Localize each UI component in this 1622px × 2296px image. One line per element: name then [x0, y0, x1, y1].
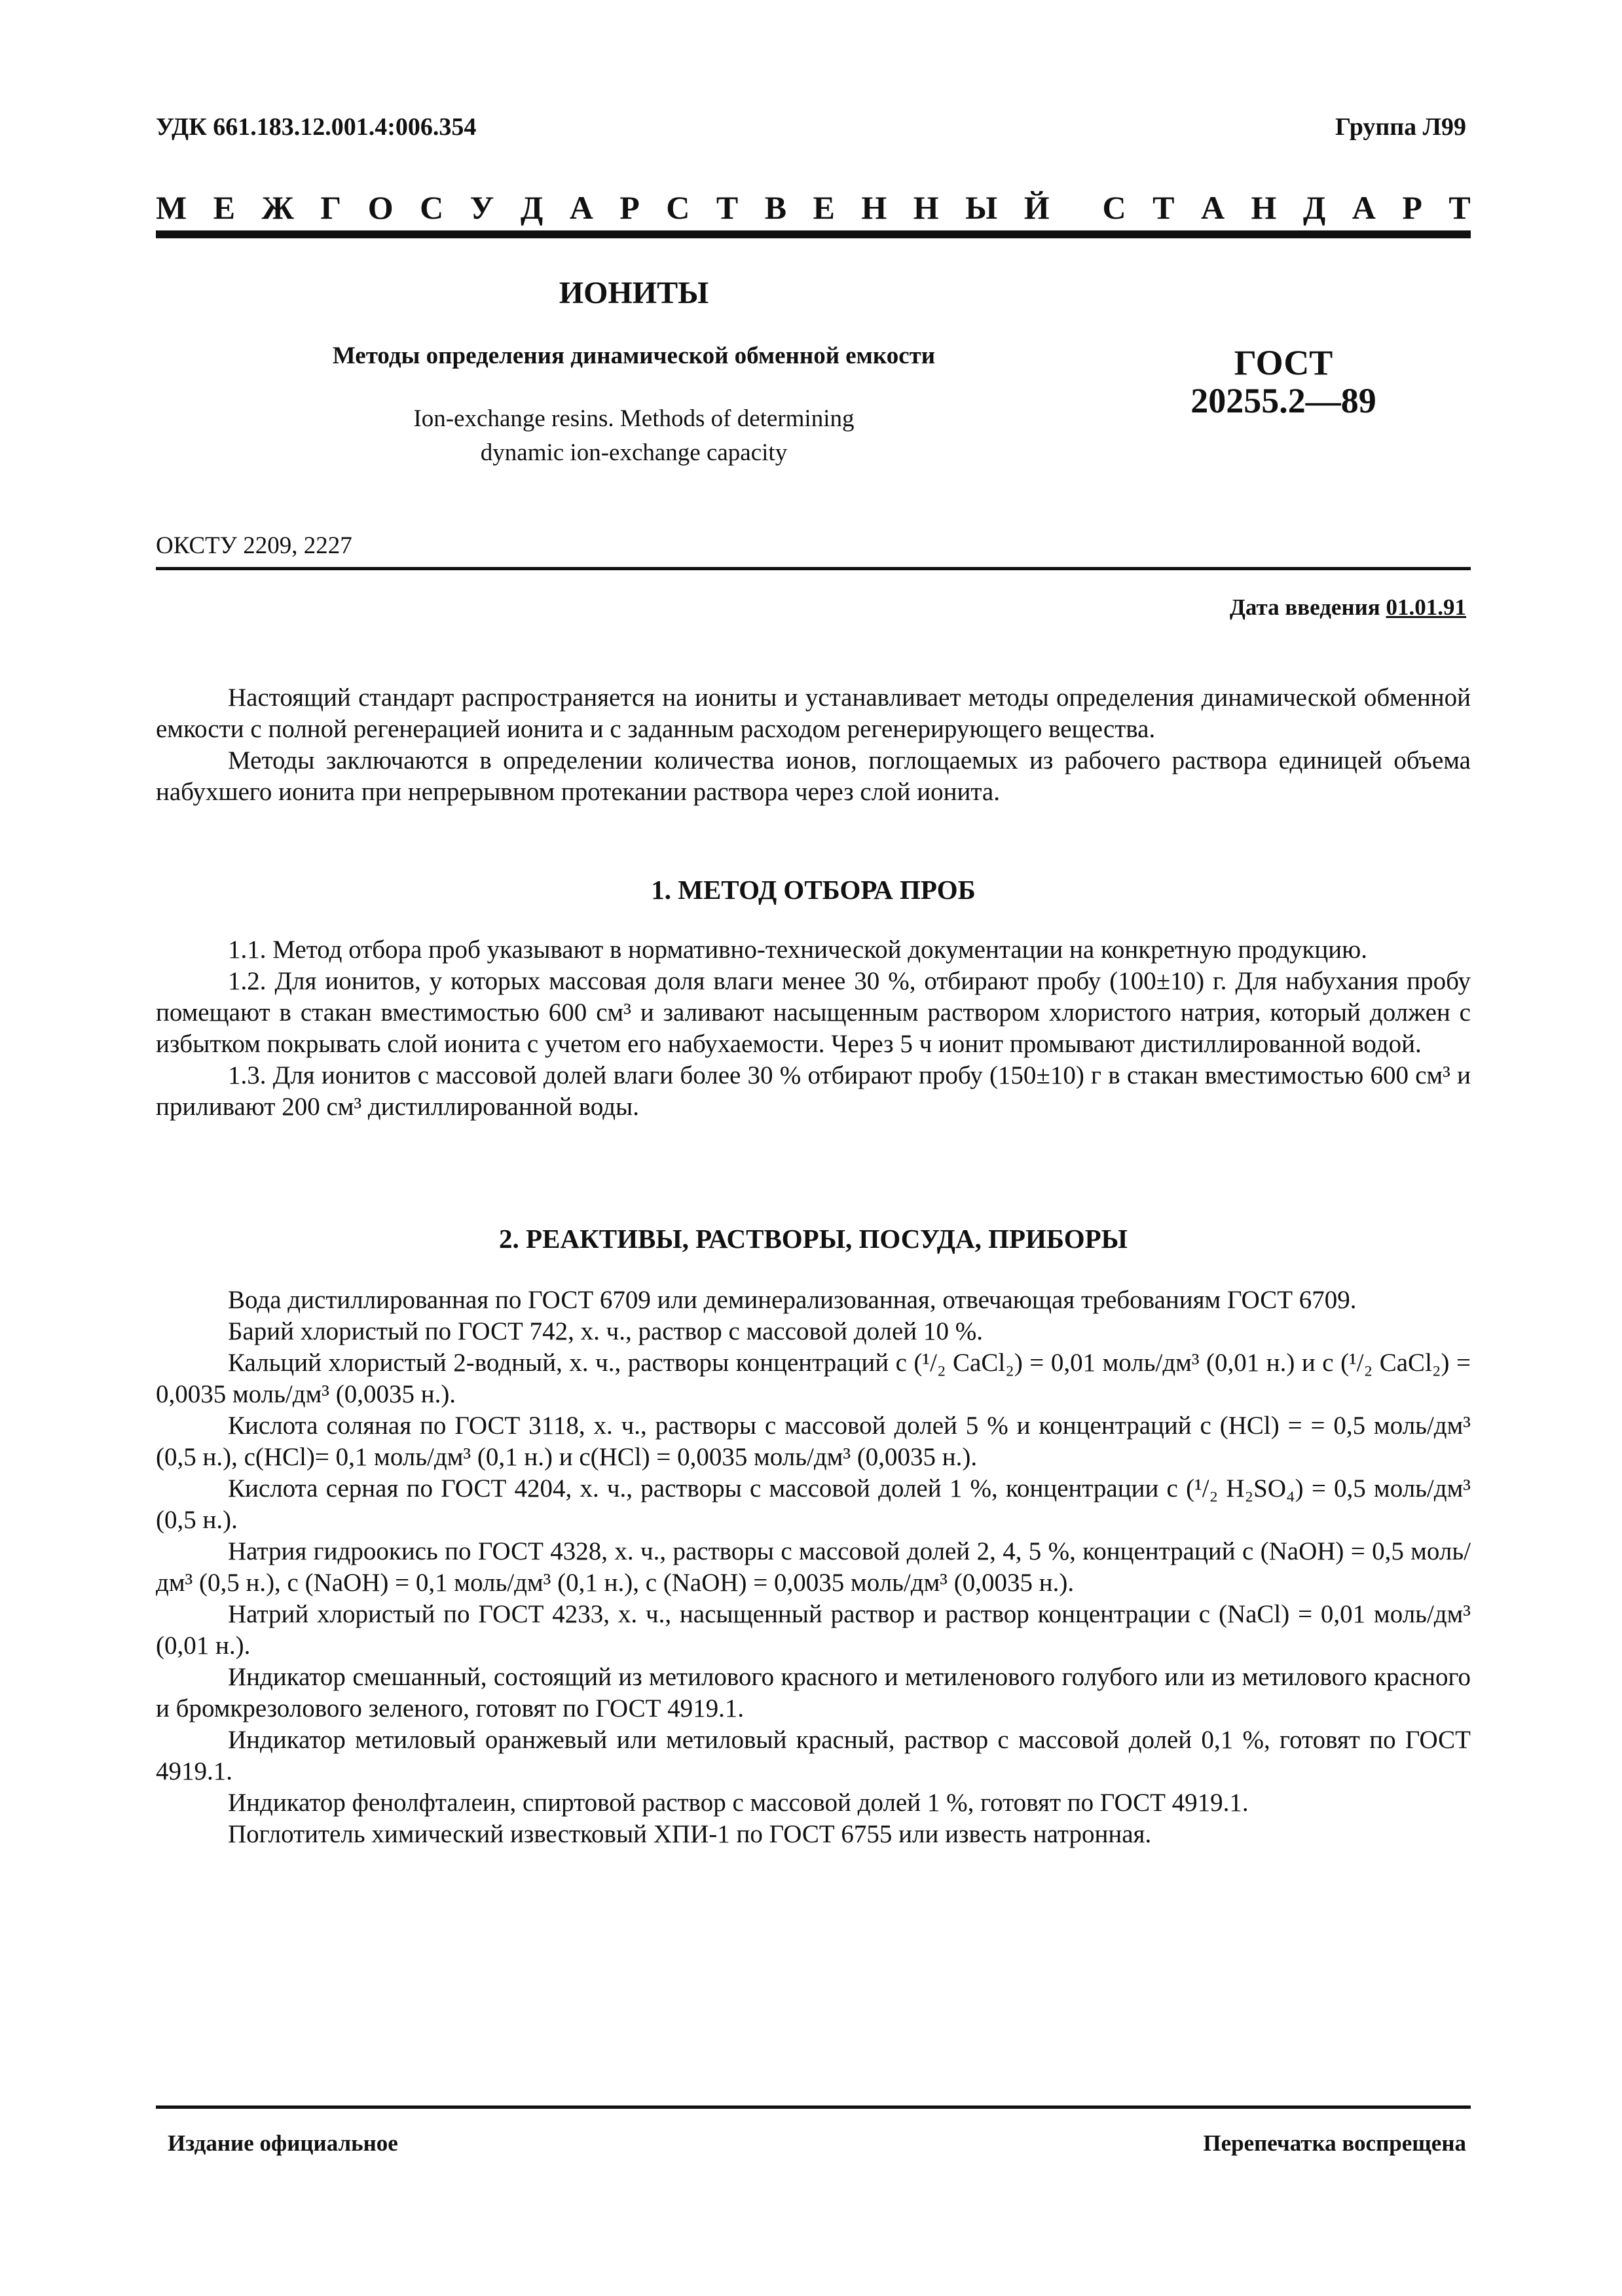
okstu-divider — [156, 567, 1471, 570]
paragraph: Барий хлористый по ГОСТ 742, х. ч., раствор с массовой долей 10 %. — [228, 1317, 983, 1345]
paragraph: Настоящий стандарт распространяется на иониты и устанавливает методы определения динамической обменной емкости с полной регенерацией ионита и с заданным расходом регенерирующего вещества. — [156, 683, 1471, 743]
paragraph: Натрий хлористый по ГОСТ 4233, х. ч., насыщенный раствор и раствор концентрации c (NaCl) = 0,01 моль/дм³ (0,01 н.). — [156, 1600, 1471, 1660]
document-title: ИОНИТЫ — [559, 276, 709, 310]
banner-letter: Д — [520, 189, 544, 226]
udk-code: УДК 661.183.12.001.4:006.354 — [156, 113, 477, 141]
section-2-body — [156, 1285, 1471, 1850]
paragraph: Вода дистиллированная по ГОСТ 6709 или деминерализованная, отвечающая требованиям ГОСТ 6709. — [228, 1286, 1357, 1314]
banner-letter: Р — [619, 189, 640, 226]
banner-letter: Ы — [965, 189, 998, 226]
banner-letter: Т — [1152, 189, 1175, 226]
banner-letter: С — [666, 189, 690, 226]
paragraph: Кислота серная по ГОСТ 4204, х. ч., растворы с массовой долей 1 %, концентрации c (¹/₂ H₂SO₄) = 0,5 моль/дм³ (0,5 н.). — [156, 1474, 1471, 1534]
banner-letter: Ж — [261, 189, 294, 226]
banner-letter: А — [1352, 189, 1376, 226]
banner-letter: Н — [913, 189, 939, 226]
paragraph: Индикатор фенолфталеин, спиртовой раствор с массовой долей 1 %, готовят по ГОСТ 4919.1. — [228, 1789, 1249, 1817]
banner-letter: Й — [1023, 189, 1050, 226]
paragraph: Кальций хлористый 2-водный, х. ч., растворы концентраций c (¹/₂ CaCl₂) = 0,01 моль/дм³ (0,01 н.) и c (¹/₂ CaCl₂) = 0,0035 моль/дм³ (0,0035 н.). — [156, 1349, 1471, 1408]
date-value: 01.01.91 — [1386, 594, 1466, 620]
gost-number — [1139, 344, 1428, 420]
paragraph: Поглотитель химический известковый ХПИ-1 по ГОСТ 6755 или известь натронная. — [228, 1820, 1152, 1848]
section-1-heading: 1. МЕТОД ОТБОРА ПРОБ — [651, 875, 976, 905]
banner-letter: Е — [813, 189, 835, 226]
gost-code: 20255.2—89 — [1190, 381, 1376, 420]
banner-letter: У — [470, 189, 494, 226]
banner-letter: С — [420, 189, 444, 226]
english-title — [156, 402, 1112, 470]
english-title-line: Ion-exchange resins. Methods of determining — [413, 405, 855, 432]
paragraph: Натрия гидроокись по ГОСТ 4328, х. ч., растворы с массовой долей 2, 4, 5 %, концентраций c (NaOH) = 0,5 моль/дм³ (0,5 н.), c (NaOH) = 0,1 моль/дм³ (0,1 н.), c (NaOH) = 0,0035 моль/дм³ (0,0035 н.). — [156, 1537, 1471, 1597]
gost-label: ГОСТ — [1234, 343, 1333, 382]
document-subtitle: Методы определения динамической обменной емкости — [332, 342, 936, 369]
banner-letter: А — [569, 189, 593, 226]
paragraph: 1.1. Метод отбора проб указывают в нормативно-технической документации на конкретную продукцию. — [228, 936, 1368, 964]
banner-letter: Т — [1448, 189, 1471, 226]
banner-letter: А — [1200, 189, 1225, 226]
paragraph: Индикатор смешанный, состоящий из метилового красного и метиленового голубого или из метилового красного и бромкрезолового зеленого, готовят по ГОСТ 4919.1. — [156, 1663, 1471, 1722]
banner-letter: С — [1102, 189, 1126, 226]
banner-letter: Т — [716, 189, 739, 226]
date-label: Дата введения — [1229, 594, 1380, 620]
english-title-line: dynamic ion-exchange capacity — [480, 439, 788, 466]
section-2-heading: 2. РЕАКТИВЫ, РАСТВОРЫ, ПОСУДА, ПРИБОРЫ — [499, 1224, 1128, 1254]
footer-divider — [156, 2105, 1471, 2109]
okstu-code: ОКСТУ 2209, 2227 — [156, 532, 352, 559]
paragraph: 1.2. Для ионитов, у которых массовая доля влаги менее 30 %, отбирают пробу (100±10) г. Для набухания пробу помещают в стакан вместимостью 600 см³ и заливают насыщенным раствором хлористого натрия, который должен с избытком покрывать слой ионита с учетом его набухаемости. Через 5 ч ионит промывают дистиллированной водой. — [156, 967, 1471, 1058]
banner-letter: Д — [1302, 189, 1326, 226]
paragraph: Кислота соляная по ГОСТ 3118, х. ч., растворы с массовой долей 5 % и концентраций c (HCl) = = 0,5 моль/дм³ (0,5 н.), c(HCl)= 0,1 моль/дм³ (0,1 н.) и c(HCl) = 0,0035 моль/дм³ (0,0035 н.). — [156, 1412, 1471, 1471]
banner-letter: Р — [1402, 189, 1422, 226]
banner-letter: Н — [861, 189, 887, 226]
footer-official-edition: Издание официальное — [168, 2130, 398, 2156]
banner-letter: Г — [320, 189, 342, 226]
paragraph: 1.3. Для ионитов с массовой долей влаги более 30 % отбирают пробу (150±10) г в стакан вместимостью 600 см³ и приливают 200 см³ дистиллированной воды. — [156, 1061, 1471, 1121]
header-divider — [156, 230, 1471, 238]
banner-letter: В — [764, 189, 787, 226]
section-1-body — [156, 934, 1471, 1123]
group-code: Группа Л99 — [1335, 113, 1466, 141]
footer-reprint-prohibited: Перепечатка воспрещена — [1203, 2130, 1466, 2156]
banner-letter: Н — [1251, 189, 1277, 226]
effective-date — [1230, 594, 1466, 621]
interstate-standard-banner — [156, 189, 1471, 227]
intro-text — [156, 682, 1471, 808]
banner-letter: О — [367, 189, 394, 226]
banner-letter: М — [156, 189, 187, 226]
paragraph: Индикатор метиловый оранжевый или метиловый красный, раствор с массовой долей 0,1 %, готовят по ГОСТ 4919.1. — [156, 1726, 1471, 1785]
paragraph: Методы заключаются в определении количества ионов, поглощаемых из рабочего раствора единицей объема набухшего ионита при непрерывном протекании раствора через слой ионита. — [156, 746, 1471, 806]
banner-letter: Е — [213, 189, 236, 226]
